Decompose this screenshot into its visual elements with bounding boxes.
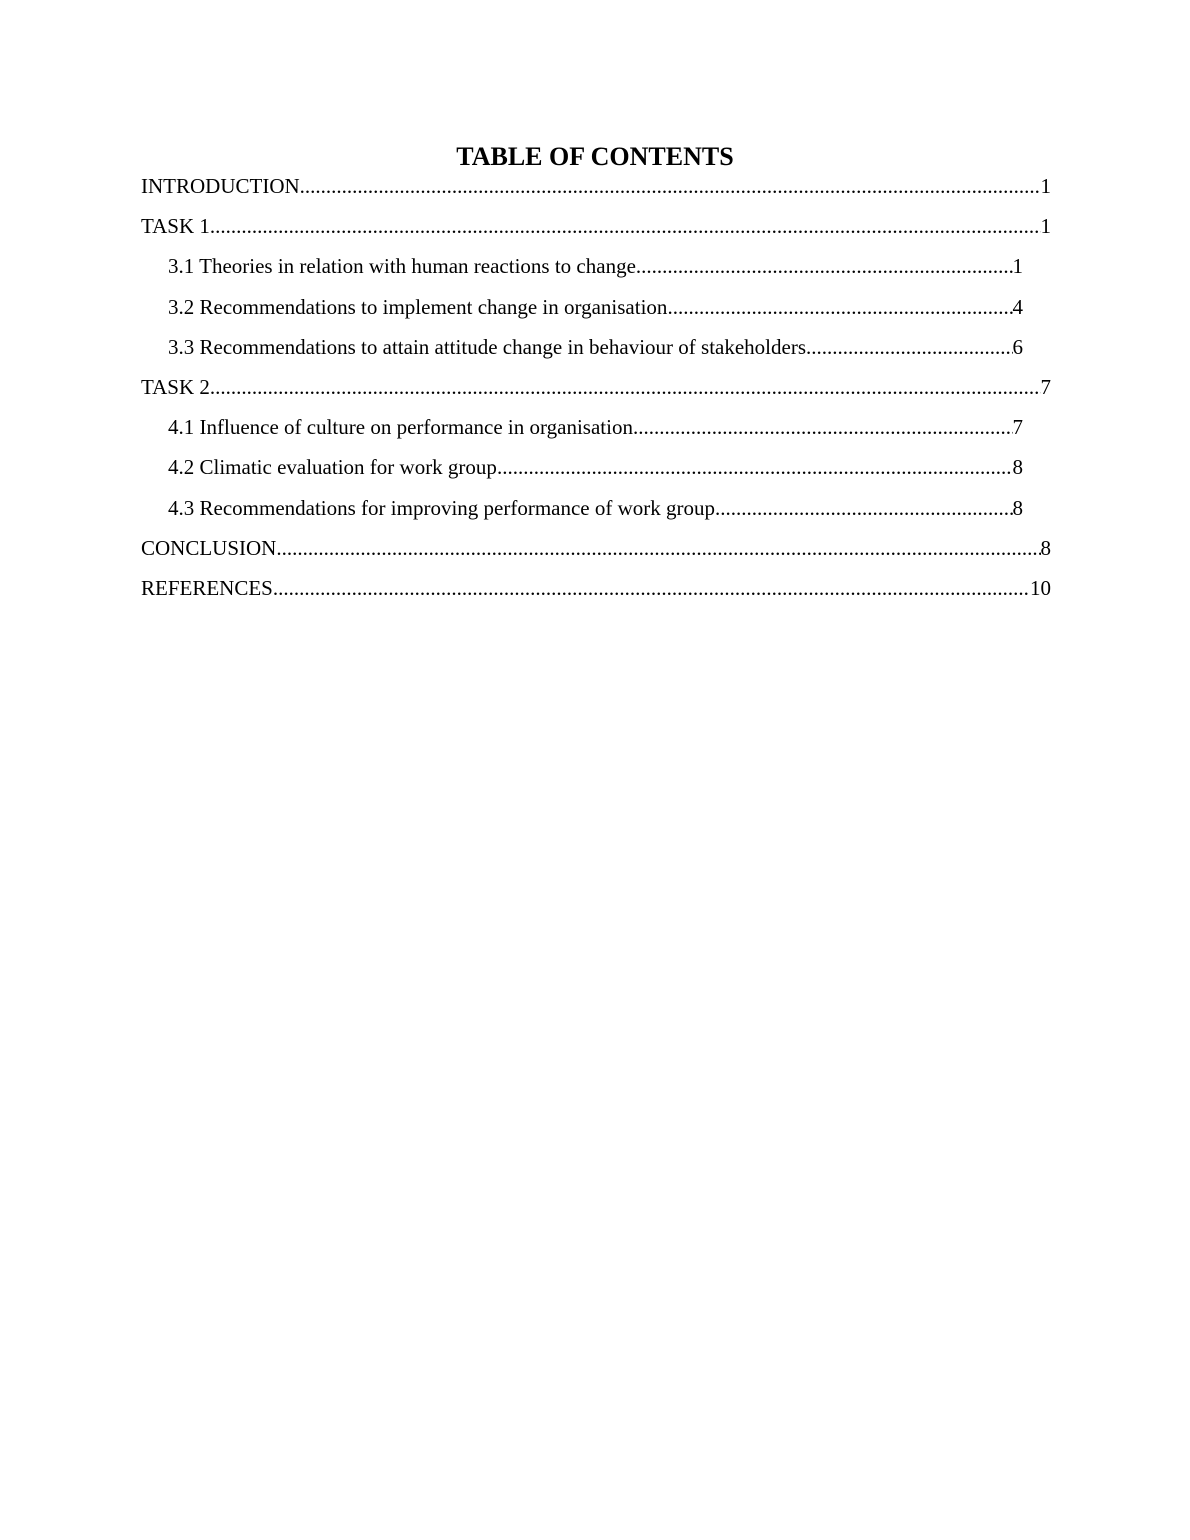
toc-entry-task-1[interactable] bbox=[141, 210, 1051, 250]
dot-leader bbox=[715, 492, 1012, 524]
toc-entry-label[interactable]: CONCLUSION bbox=[141, 535, 277, 560]
toc-entry-label[interactable]: TASK 2 bbox=[141, 374, 210, 399]
dot-leader bbox=[273, 572, 1030, 604]
toc-entry-3-1[interactable] bbox=[168, 250, 1023, 290]
toc-entry-label[interactable]: 4.3 Recommendations for improving performance of work group bbox=[168, 495, 716, 520]
toc-entry-label[interactable]: TASK 1 bbox=[141, 214, 210, 239]
toc-page-number: 8 bbox=[1040, 535, 1051, 560]
toc-page-number: 1 bbox=[1040, 214, 1051, 239]
toc-entry-label[interactable]: 4.1 Influence of culture on performance in organisation bbox=[168, 415, 633, 440]
dot-leader bbox=[276, 532, 1040, 564]
toc-entry-references[interactable] bbox=[141, 572, 1051, 612]
toc-page-number: 7 bbox=[1012, 415, 1023, 440]
toc-page-number: 8 bbox=[1012, 495, 1023, 520]
toc-entry-label[interactable]: 4.2 Climatic evaluation for work group bbox=[168, 455, 497, 480]
toc-entry-4-1[interactable] bbox=[168, 411, 1023, 451]
dot-leader bbox=[210, 371, 1041, 403]
dot-leader bbox=[497, 451, 1013, 483]
toc-entry-label[interactable]: 3.1 Theories in relation with human reactions to change bbox=[168, 254, 636, 279]
toc-page-number: 8 bbox=[1012, 455, 1023, 480]
dot-leader bbox=[300, 170, 1041, 202]
dot-leader bbox=[633, 411, 1013, 443]
toc-page-number: 7 bbox=[1040, 374, 1051, 399]
toc-list bbox=[141, 170, 1051, 612]
toc-page-number: 10 bbox=[1030, 575, 1051, 600]
toc-entry-3-3[interactable] bbox=[168, 331, 1023, 371]
dot-leader bbox=[667, 291, 1012, 323]
toc-entry-label[interactable]: 3.3 Recommendations to attain attitude change in behaviour of stakeholders bbox=[168, 334, 806, 359]
toc-page-number: 1 bbox=[1040, 174, 1051, 198]
toc-entry-3-2[interactable] bbox=[168, 291, 1023, 331]
dot-leader bbox=[636, 250, 1013, 282]
toc-entry-introduction[interactable] bbox=[141, 170, 1051, 210]
toc-page-number: 4 bbox=[1012, 294, 1023, 319]
toc-entry-4-2[interactable] bbox=[168, 451, 1023, 491]
toc-entry-4-3[interactable] bbox=[168, 492, 1023, 532]
toc-entry-label[interactable]: REFERENCES bbox=[141, 575, 273, 600]
toc-entry-label[interactable]: INTRODUCTION bbox=[141, 174, 300, 198]
dot-leader bbox=[210, 210, 1041, 242]
dot-leader bbox=[806, 331, 1013, 363]
toc-heading: TABLE OF CONTENTS bbox=[456, 142, 734, 171]
toc-entry-conclusion[interactable] bbox=[141, 532, 1051, 572]
toc-entry-label[interactable]: 3.2 Recommendations to implement change in organisation bbox=[168, 294, 668, 319]
toc-page-number: 1 bbox=[1012, 254, 1023, 279]
toc-entry-task-2[interactable] bbox=[141, 371, 1051, 411]
toc-page-number: 6 bbox=[1012, 334, 1023, 359]
